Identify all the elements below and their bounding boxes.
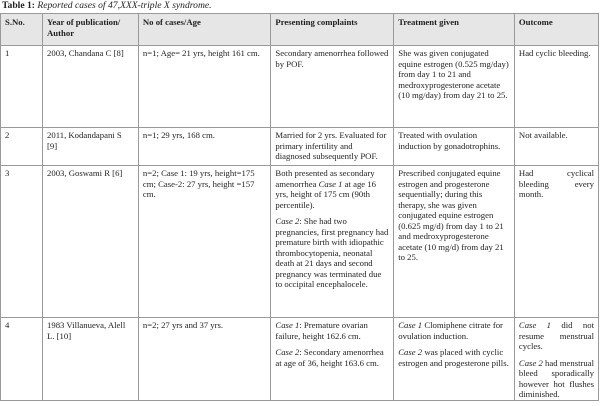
cell-treatment: She was given conjugated equine estrogen (0.525 mg/day) from day 1 to 21 and medroxyprogesterone acetate (10 mg/day) from day 21 to 25. [394, 46, 515, 128]
header-presenting-complaints: Presenting complaints [271, 14, 394, 46]
complaint-case-1 [275, 320, 389, 341]
complaint-text: : Secondary amenorrhea at age of 36, height 163.6 cm. [275, 347, 384, 368]
cell-year-author: 2011, Kodandapani S [9] [43, 128, 139, 166]
cell-sno: 3 [1, 166, 43, 318]
header-outcome: Outcome [514, 14, 598, 46]
complaint-case-2 [275, 216, 389, 290]
cell-treatment: Prescribed conjugated equine estrogen and progesterone sequentially; during this therapy, she was given conjugated equine estrogen (0.625 mg/d) from day 1 to 21 and medroxyprogesterone acetate (10 mg/d) from day 21 to 25. [394, 166, 515, 318]
cell-complaints: Secondary amenorrhea followed by POF. [271, 46, 394, 128]
cell-cases-age: n=2; Case 1: 19 yrs, height=175 cm; Case-2: 27 yrs, height =157 cm. [138, 166, 271, 318]
table-row [1, 46, 599, 128]
table-row [1, 166, 599, 318]
table-header-row [1, 14, 599, 46]
cell-complaints [271, 166, 394, 318]
cell-year-author: 2003, Goswami R [6] [43, 166, 139, 318]
header-cases-age: No of cases/Age [138, 14, 271, 46]
table-row [1, 318, 599, 401]
complaint-text: : Premature ovarian failure, height 162.6 cm. [275, 320, 368, 341]
complaint-text: : She had two pregnancies, first pregnancy had premature birth with idiopathic thrombocytopenia, neonatal death at 21 days and second pregnancy was terminated due to occipital encephalocele. [275, 216, 389, 289]
cell-cases-age: n=2; 27 yrs and 37 yrs. [138, 318, 271, 401]
treatment-text: Clomiphene citrate for ovulation induction. [398, 320, 503, 341]
cell-outcome: Had cyclical bleeding every month. [514, 166, 598, 318]
caption-label: Table 1: [2, 0, 35, 11]
cell-cases-age: n=1; 29 yrs, 168 cm. [138, 128, 271, 166]
header-treatment-given: Treatment given [394, 14, 515, 46]
case-label: Case 1 [275, 320, 300, 330]
cell-outcome: Had cyclic bleeding. [514, 46, 598, 128]
complaint-case-2 [275, 347, 389, 368]
cell-outcome [514, 318, 598, 401]
complaint-case-1 [275, 168, 389, 210]
cell-complaints: Married for 2 yrs. Evaluated for primary infertility and diagnosed subsequently POF. [271, 128, 394, 166]
table-row [1, 128, 599, 166]
cell-sno: 1 [1, 46, 43, 128]
table-caption [2, 0, 212, 12]
treatment-case-1 [398, 320, 510, 341]
caption-text: Reported cases of 47,XXX-triple X syndrome. [37, 0, 212, 11]
outcome-text: did not resume menstrual cycles. [518, 320, 595, 351]
case-label: Case 1 [318, 178, 343, 189]
treatment-text: was placed with cyclic estrogen and progesterone pills. [398, 347, 509, 368]
cell-outcome: Not available. [514, 128, 598, 166]
case-label: Case 2 [275, 216, 300, 226]
case-label: Case 2 [275, 347, 300, 357]
header-year-author: Year of publication/ Author [43, 14, 139, 46]
case-label: Case 2 [518, 357, 543, 368]
cell-cases-age: n=1; Age= 21 yrs, height 161 cm. [138, 46, 271, 128]
case-label: Case 1 [398, 320, 423, 330]
cell-sno: 2 [1, 128, 43, 166]
complaint-text: at age 16 yrs, height of 175 cm (90th percentile). [275, 178, 377, 210]
case-label: Case 2 [398, 347, 423, 357]
cell-complaints [271, 318, 394, 401]
cell-year-author: 2003, Chandana C [8] [43, 46, 139, 128]
outcome-text: had menstrual bleed sporadically however hot flushes diminished. [518, 357, 594, 399]
cell-year-author: 1983 Villanueva, Alell L. [10] [43, 318, 139, 401]
cases-table [0, 13, 599, 401]
complaint-text: Both presented as secondary amenorrhea [275, 168, 375, 189]
outcome-case-1 [519, 320, 594, 352]
case-label: Case 1 [518, 320, 552, 330]
cell-sno: 4 [1, 318, 43, 401]
header-sno: S.No. [1, 14, 43, 46]
treatment-case-2 [398, 347, 510, 368]
cell-treatment: Treated with ovulation induction by gonadotrophins. [394, 128, 515, 166]
cell-treatment [394, 318, 515, 401]
outcome-case-2 [519, 358, 594, 400]
